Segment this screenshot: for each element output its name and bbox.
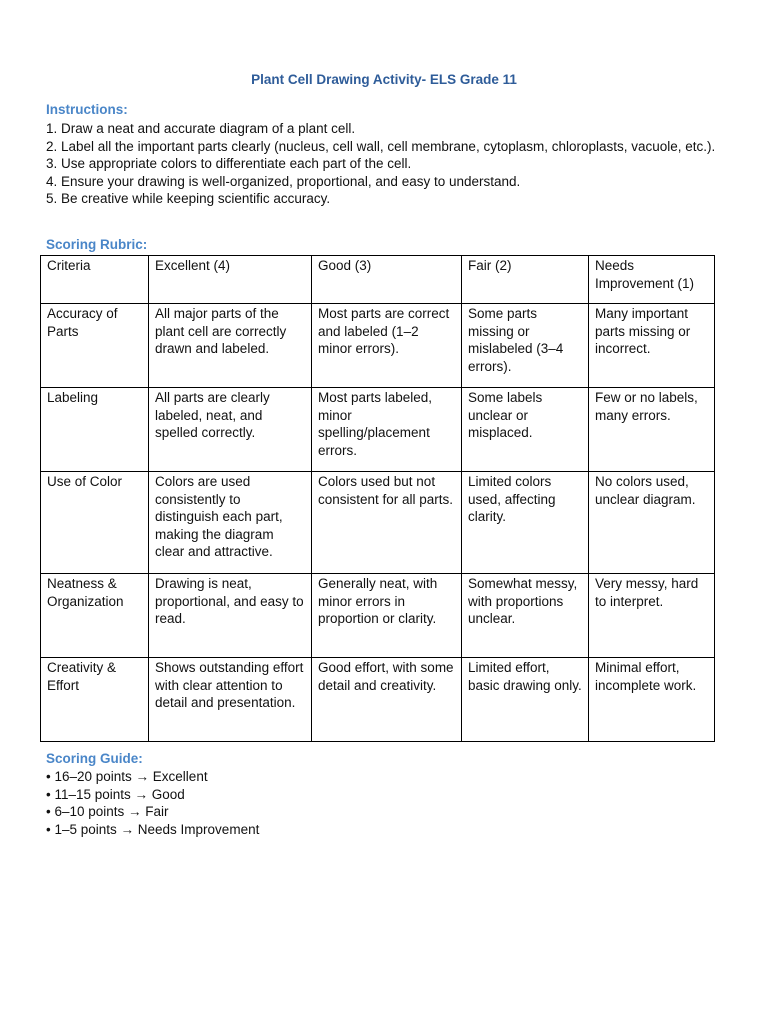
guide-item: • 11–15 points → Good xyxy=(46,786,185,802)
scoring-guide-list xyxy=(46,768,726,838)
table-cell: Some labels unclear or misplaced. xyxy=(462,388,589,472)
table-cell: Colors are used consistently to distinguish each part, making the diagram clear and attractive. xyxy=(149,472,312,574)
header-excellent: Excellent (4) xyxy=(149,256,312,304)
table-cell: Most parts are correct and labeled (1–2 minor errors). xyxy=(312,304,462,388)
instruction-item: 1. Draw a neat and accurate diagram of a plant cell. xyxy=(46,121,356,136)
table-cell: Limited effort, basic drawing only. xyxy=(462,658,589,742)
table-cell: Shows outstanding effort with clear attention to detail and presentation. xyxy=(149,658,312,742)
instruction-item: 4. Ensure your drawing is well-organized, proportional, and easy to understand. xyxy=(46,173,521,189)
table-cell: Some parts missing or mislabeled (3–4 errors). xyxy=(462,304,589,388)
instruction-item: 5. Be creative while keeping scientific accuracy. xyxy=(46,191,331,207)
instruction-item: 2. Label all the important parts clearly (nucleus, cell wall, cell membrane, cytoplasm, chloroplasts, vacuole, etc.). xyxy=(46,138,716,154)
header-good: Good (3) xyxy=(312,256,462,304)
table-cell: Minimal effort, incomplete work. xyxy=(589,658,715,742)
table-row xyxy=(41,304,715,388)
table-cell: Generally neat, with minor errors in proportion or clarity. xyxy=(312,574,462,658)
table-cell: Very messy, hard to interpret. xyxy=(589,574,715,658)
criteria-cell: Neatness & Organization xyxy=(41,574,149,658)
table-cell: No colors used, unclear diagram. xyxy=(589,472,715,574)
header-needs-improvement: Needs Improvement (1) xyxy=(589,256,715,304)
criteria-cell: Creativity & Effort xyxy=(41,658,149,742)
criteria-cell: Use of Color xyxy=(41,472,149,574)
table-cell: All major parts of the plant cell are correctly drawn and labeled. xyxy=(149,304,312,388)
instruction-item: 3. Use appropriate colors to differentiate each part of the cell. xyxy=(46,156,412,172)
criteria-cell: Accuracy of Parts xyxy=(41,304,149,388)
criteria-cell: Labeling xyxy=(41,388,149,472)
table-cell: Good effort, with some detail and creativity. xyxy=(312,658,462,742)
table-cell: Drawing is neat, proportional, and easy to read. xyxy=(149,574,312,658)
instructions-list xyxy=(46,120,726,208)
table-header-row xyxy=(41,256,715,304)
scoring-rubric-table xyxy=(40,255,715,742)
scoring-guide-heading: Scoring Guide: xyxy=(46,751,143,766)
table-cell: Many important parts missing or incorrect. xyxy=(589,304,715,388)
table-row xyxy=(41,388,715,472)
table-cell: Colors used but not consistent for all parts. xyxy=(312,472,462,574)
table-cell: All parts are clearly labeled, neat, and spelled correctly. xyxy=(149,388,312,472)
header-fair: Fair (2) xyxy=(462,256,589,304)
table-cell: Somewhat messy, with proportions unclear. xyxy=(462,574,589,658)
table-row xyxy=(41,472,715,574)
document-title: Plant Cell Drawing Activity- ELS Grade 11 xyxy=(251,72,517,87)
table-cell: Limited colors used, affecting clarity. xyxy=(462,472,589,574)
guide-item: • 16–20 points → Excellent xyxy=(46,769,208,784)
table-cell: Few or no labels, many errors. xyxy=(589,388,715,472)
table-cell: Most parts labeled, minor spelling/placement errors. xyxy=(312,388,462,472)
instructions-heading: Instructions: xyxy=(46,102,128,117)
guide-item: • 6–10 points → Fair xyxy=(46,804,169,820)
rubric-heading: Scoring Rubric: xyxy=(46,237,148,252)
header-criteria: Criteria xyxy=(41,256,149,304)
table-row xyxy=(41,658,715,742)
table-row xyxy=(41,574,715,658)
guide-item: • 1–5 points → Needs Improvement xyxy=(46,821,260,837)
